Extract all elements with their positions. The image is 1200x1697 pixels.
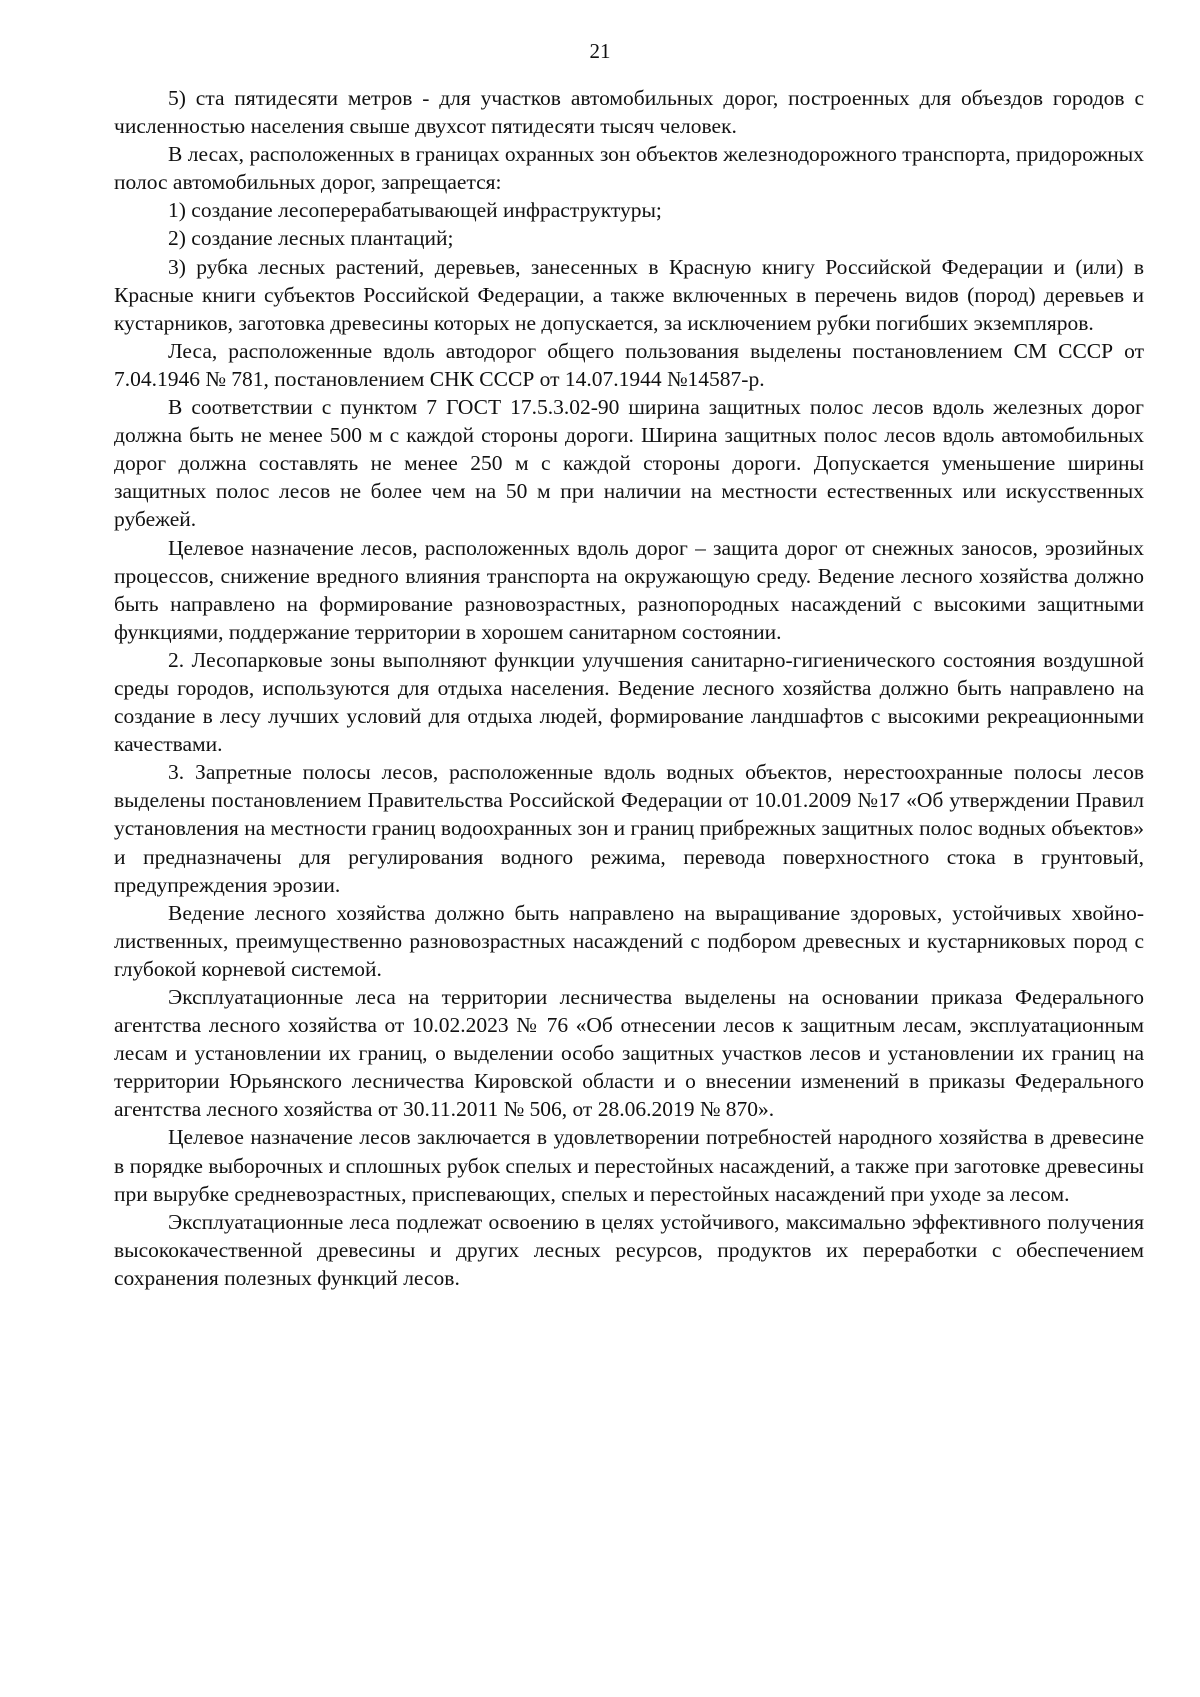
page-number: 21 <box>589 39 611 63</box>
paragraph-exploitation-purpose: Целевое назначение лесов заключается в удовлетворении потребностей народного хозяйства в древесине в порядке выборочных и сплошных рубок спелых и перестойных насаждений, а также при заготовке древесины при вырубке средневозрастных, приспевающих, спелых и перестойных насаждений при уходе за лесом. <box>114 1125 1144 1206</box>
paragraph-exploitation-development: Эксплуатационные леса подлежат освоению в целях устойчивого, максимально эффективного получения высококачественной древесины и других лесных ресурсов, продуктов их переработки с обеспечением сохранения полезных функций лесов. <box>114 1209 1144 1290</box>
paragraph-gost-width: В соответствии с пунктом 7 ГОСТ 17.5.3.02-90 ширина защитных полос лесов вдоль железных дорог должна быть не менее 500 м с каждой стороны дороги. Ширина защитных полос лесов вдоль автомобильных дорог должна составлять не менее 250 м с каждой стороны дороги. Допускается уменьшение ширины защитных полос лесов не более чем на 50 м при наличии на местности естественных или искусственных рубежей. <box>114 395 1144 532</box>
paragraph-road-purpose: Целевое назначение лесов, расположенных вдоль дорог – защита дорог от снежных заносов, эрозийных процессов, снижение вредного влияния транспорта на окружающую среду. Ведение лесного хозяйства должно быть направлено на формирование разновозрастных, разнопородных насаждений с высокими защитными функциями, поддержание территории в хорошем санитарном состоянии. <box>114 535 1144 644</box>
paragraph-water-zones: 3. Запретные полосы лесов, расположенные вдоль водных объектов, нерестоохранные полосы лесов выделены постановлением Правительства Российской Федерации от 10.01.2009 №17 «Об утверждении Правил установления на местности границ водоохранных зон и границ прибрежных защитных полос водных объектов» и предназначены для регулирования водного режима, перевода поверхностного стока в грунтовый, предупреждения эрозии. <box>114 760 1144 897</box>
list-item-plantations: 2) создание лесных плантаций; <box>168 226 454 251</box>
paragraph-exploitation-forests: Эксплуатационные леса на территории лесничества выделены на основании приказа Федерального агентства лесного хозяйства от 10.02.2023 № 76 «Об отнесении лесов к защитным лесам, эксплуатационным лесам и установлении их границ, о выделении особо защитных участков лесов и установлении их границ на территории Юрьянского лесничества Кировской области и о внесении изменений в приказы Федерального агентства лесного хозяйства от 30.11.2011 № 506, от 28.06.2019 № 870». <box>114 985 1144 1122</box>
list-item-infrastructure: 1) создание лесоперерабатывающей инфраструктуры; <box>168 198 662 223</box>
paragraph-forest-parks: 2. Лесопарковые зоны выполняют функции улучшения санитарно-гигиенического состояния воздушной среды городов, используются для отдыха населения. Ведение лесного хозяйства должно быть направлено на создание в лесу лучших условий для отдыха людей, формирование ландшафтов с высокими рекреационными качествами. <box>114 647 1144 757</box>
paragraph-water-management: Ведение лесного хозяйства должно быть направлено на выращивание здоровых, устойчивых хвойно-лиственных, преимущественно разновозрастных насаждений с подбором древесных и кустарниковых пород с глубокой корневой системой. <box>114 900 1144 981</box>
list-item-red-book: 3) рубка лесных растений, деревьев, занесенных в Красную книгу Российской Федерации и (или) в Красные книги субъектов Российской Федерации, а также включенных в перечень видов (пород) деревьев и кустарников, заготовка древесины которых не допускается, за исключением рубки погибших экземпляров. <box>114 254 1144 335</box>
page-body <box>114 84 1144 1292</box>
paragraph-road-forests: Леса, расположенные вдоль автодорог общего пользования выделены постановлением СМ СССР от 7.04.1946 № 781, постановлением СНК СССР от 14.07.1944 №14587-р. <box>114 338 1144 391</box>
paragraph-bypass-roads: 5) ста пятидесяти метров - для участков автомобильных дорог, построенных для объездов городов с численностью населения свыше двухсот пятидесяти тысяч человек. <box>114 86 1144 139</box>
paragraph-restrictions-intro: В лесах, расположенных в границах охранных зон объектов железнодорожного транспорта, придорожных полос автомобильных дорог, запрещается: <box>114 142 1144 195</box>
